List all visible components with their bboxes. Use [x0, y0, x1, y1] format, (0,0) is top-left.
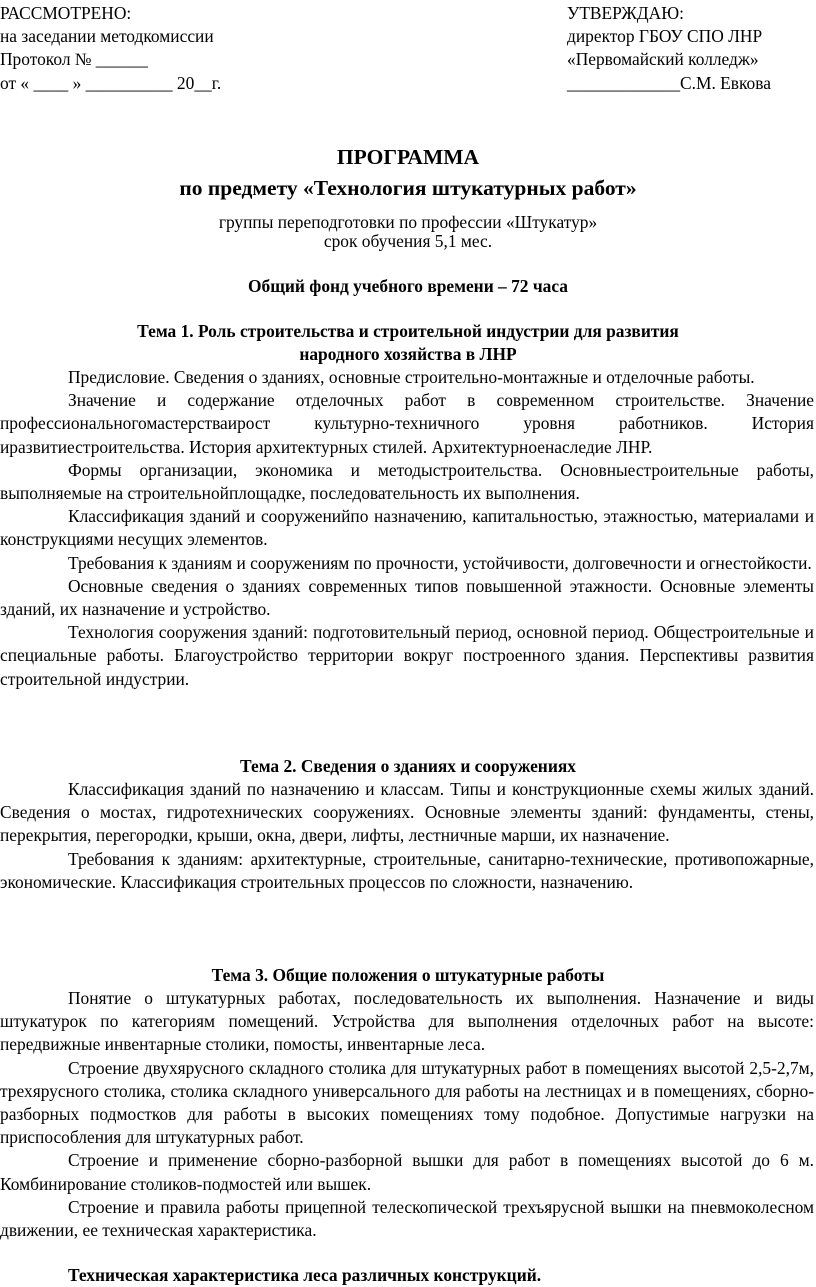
document-title: ПРОГРАММА	[336, 145, 480, 169]
topic-3-body	[0, 987, 814, 1242]
paragraph: Значение и содержание отделочных работ в современном строительстве. Значение профессиональногомастерстваирост культурно-техничного уровня работников. История иразвитиестроительства. История архитектурных стилей. Архитектурноенаследие ЛНР.	[0, 390, 814, 457]
paragraph: Строение и правила работы прицепной телескопической трехъярусной вышки на пневмоколесном движении, ее техническая характеристика.	[0, 1196, 814, 1241]
topic-1-heading	[0, 320, 816, 366]
paragraph: Основные сведения о зданиях современных типов повышенной этажности. Основные элементы зданий, их назначение и устройство.	[0, 575, 814, 620]
reviewed-date: от « ____ » __________ 20__г.	[0, 72, 222, 93]
paragraph: Строение двухярусного складного столика для штукатурных работ в помещениях высотой 2,5-2,7м, трехярусного столика, столика складного универсального для работы на лестницах и в помещениях, сборно-разборных подмостков для работы в высоких помещениях тому подобное. Допустимые нагрузки на приспособления для штукатурных работ.	[0, 1057, 814, 1148]
paragraph: Требования к зданиям: архитектурные, строительные, санитарно-технические, противопожарные, экономические. Классификация строительных процессов по сложности, назначению.	[0, 848, 814, 892]
approved-label: УТВЕРЖДАЮ:	[567, 3, 684, 23]
paragraph: Предисловие. Сведения о зданиях, основные строительно-монтажные и отделочные работы.	[68, 367, 755, 387]
topic-2-heading	[0, 755, 816, 778]
time-fund-line: Общий фонд учебного времени – 72 часа	[248, 276, 568, 296]
paragraph: Классификация зданий и сооруженийпо назначению, капитальностью, этажностью, материалами и конструкциями несущих элементов.	[0, 506, 814, 550]
topic-4-heading: Техническая характеристика леса различных конструкций.	[68, 1265, 542, 1285]
topic-2-heading-text: Тема 2. Сведения о зданиях и сооружениях	[240, 756, 576, 776]
topic-3-heading-text: Тема 3. Общие положения о штукатурные работы	[211, 965, 605, 985]
topic-3-heading	[0, 964, 816, 987]
approved-organization: «Первомайский колледж»	[567, 49, 759, 70]
reviewed-committee: на заседании методкомиссии	[0, 26, 214, 47]
paragraph: Строение и применение сборно-разборной вышки для работ в помещениях высотой до 6 м. Комбинирование столиков-подмостей или вышек.	[0, 1150, 814, 1194]
paragraph: Требования к зданиям и сооружениям по прочности, устойчивости, долговечности и огнестойкости.	[68, 552, 812, 573]
topic-2-body	[0, 778, 814, 894]
paragraph: Технология сооружения зданий: подготовительный период, основной период. Общестроительные и специальные работы. Благоустройство территории вокруг построенного здания. Перспективы развития строительной индустрии.	[0, 622, 814, 689]
paragraph: Понятие о штукатурных работах, последовательность их выполнения. Назначение и виды штукатурок по категориям помещений. Устройства для выполнения отделочных работ на высоте: передвижные инвентарные столики, помосты, инвентарные леса.	[0, 988, 814, 1055]
approval-block-approved	[567, 2, 816, 95]
group-line: группы переподготовки по профессии «Штукатур»	[218, 212, 598, 232]
approved-signature: _____________С.М. Евкова	[567, 72, 771, 93]
duration-line: срок обучения 5,1 мес.	[323, 231, 493, 251]
paragraph: Формы организации, экономика и методыстроительства. Основныестроительные работы, выполняемые на строительнойплощадке, последовательность их выполнения.	[0, 459, 814, 504]
topic-1-heading-line-2: народного хозяйства в ЛНР	[299, 344, 517, 365]
topic-1-heading-line-1: Тема 1. Роль строительства и строительной индустрии для развития	[137, 321, 679, 341]
paragraph: Классификация зданий по назначению и классам. Типы и конструкционные схемы жилых зданий. Сведения о мостах, гидротехнических сооружениях. Основные элементы зданий: фундаменты, стены, перекрытия, перегородки, крыши, окна, двери, лифты, лестничные марши, их назначение.	[0, 779, 814, 846]
reviewed-protocol: Протокол № ______	[0, 49, 148, 70]
reviewed-label: РАССМОТРЕНО:	[0, 3, 132, 23]
approved-position: директор ГБОУ СПО ЛНР	[567, 26, 763, 47]
topic-1-body	[0, 366, 814, 691]
document-subtitle: по предмету «Технология штукатурных работ»	[179, 176, 637, 200]
approval-block-reviewed	[0, 2, 300, 95]
